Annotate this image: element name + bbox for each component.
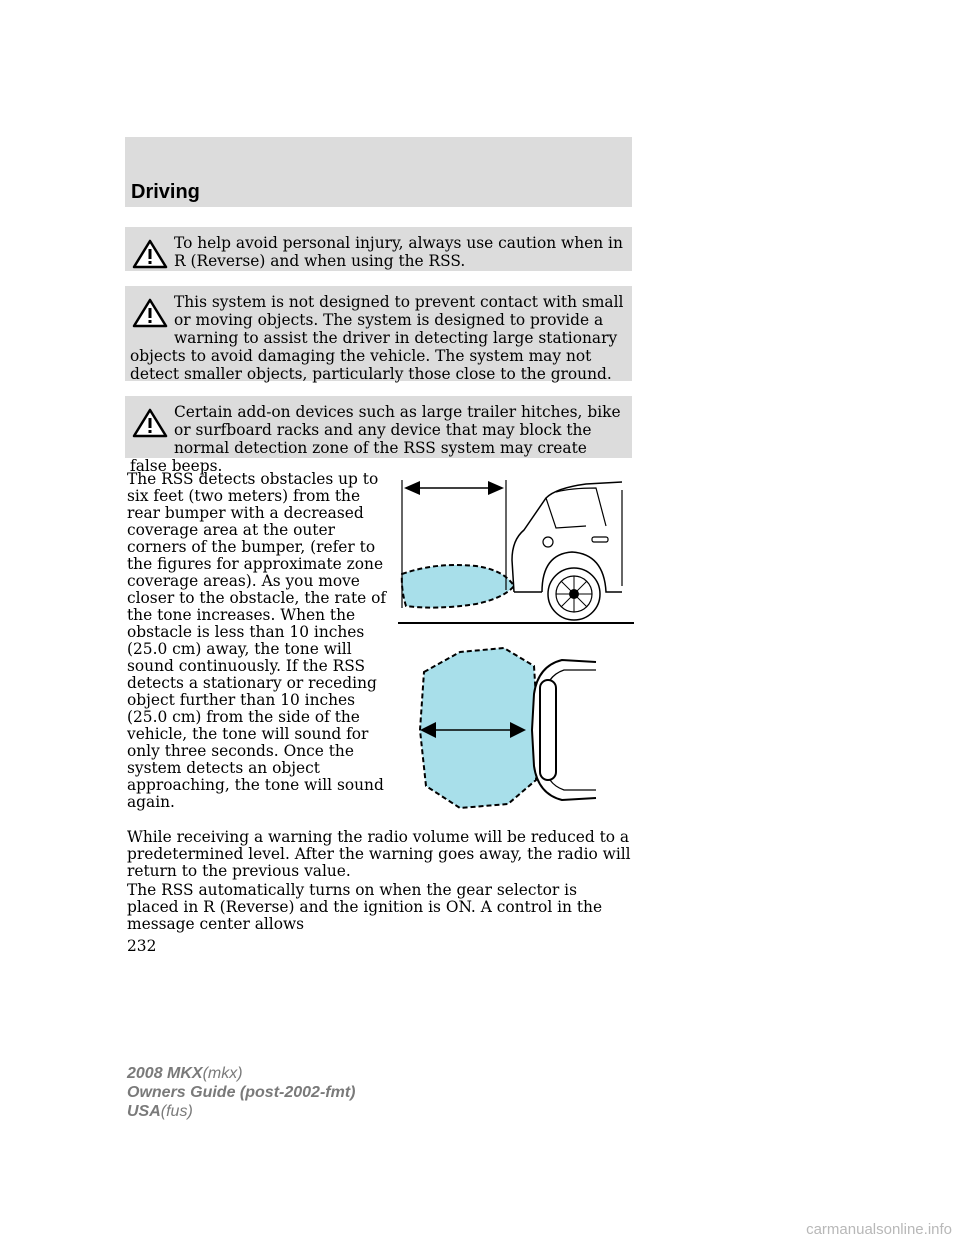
page-number: 232 (127, 937, 157, 955)
document-footer (127, 1064, 355, 1121)
footer-model: 2008 MKX (127, 1065, 203, 1082)
warning-box-3 (125, 396, 632, 475)
warning-triangle-icon (130, 406, 170, 440)
warning-text-2: This system is not designed to prevent contact with small or moving objects. The system is designed to provide a warning to assist the driver in detecting large stationary objects to avoid damaging the vehicle. The system may not detect smaller objects, particularly those close to the ground. (130, 293, 624, 383)
warning-box-2 (125, 286, 632, 381)
paragraph-detection-range: The RSS detects obstacles up to six feet (two meters) from the rear bumper with a decreased coverage area at the outer corners of the bumper, (refer to the figures for approximate zone coverage areas). As you move closer to the obstacle, the rate of the tone increases. When the obstacle is less than 10 inches (25.0 cm) away, the tone will sound continuously. If the RSS detects a stationary or receding object further than 10 inches (25.0 cm) from the side of the vehicle, the tone will sound for only three seconds. Once the system detects an object approaching, the tone will sound again. (127, 470, 387, 811)
footer-region: USA (127, 1103, 161, 1120)
warning-text-1: To help avoid personal injury, always use caution when in R (Reverse) and when using the RSS. (174, 234, 623, 270)
section-title: Driving (131, 181, 200, 203)
warning-triangle-icon (130, 296, 170, 330)
paragraph-radio-volume: While receiving a warning the radio volume will be reduced to a predetermined level. After the warning goes away, the radio will return to the previous value. (127, 828, 631, 880)
watermark: carmanualsonline.info (806, 1221, 952, 1238)
footer-region-code: (fus) (160, 1103, 193, 1120)
warning-triangle-icon (130, 237, 170, 271)
footer-model-code: (mkx) (202, 1065, 243, 1082)
section-header (125, 137, 632, 207)
figure-top-view (412, 644, 602, 814)
warning-text-3: Certain add-on devices such as large trailer hitches, bike or surfboard racks and any device that may block the normal detection zone of the RSS system may create false beeps. (130, 403, 621, 475)
figure-side-view (396, 470, 636, 628)
paragraph-auto-on: The RSS automatically turns on when the gear selector is placed in R (Reverse) and the ignition is ON. A control in the message center allows (127, 881, 603, 933)
warning-box-1 (125, 227, 632, 271)
footer-guide: Owners Guide (post-2002-fmt) (127, 1084, 356, 1101)
